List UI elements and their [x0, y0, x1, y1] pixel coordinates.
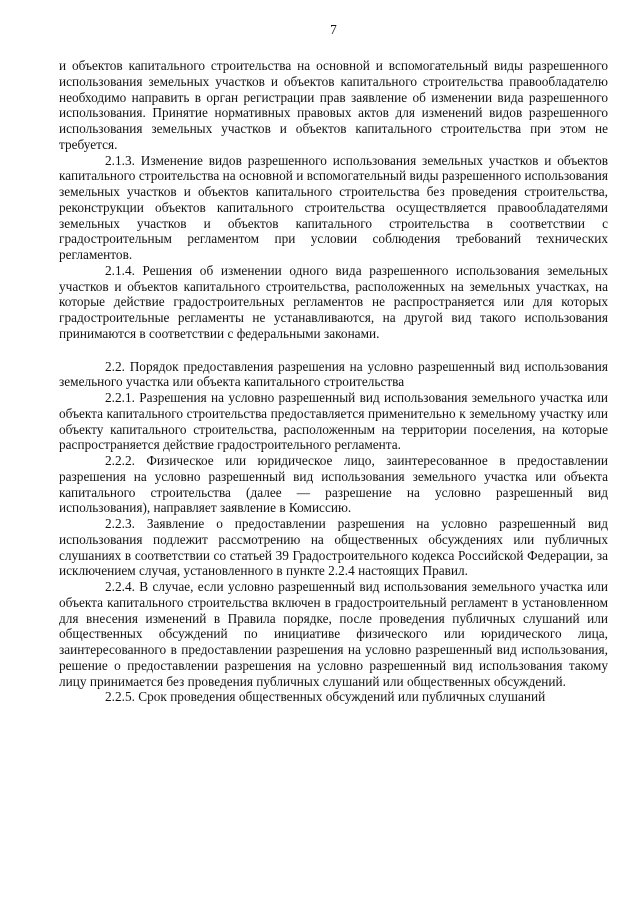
paragraph-2-2-1: 2.2.1. Разрешения на условно разрешенный вид использования земельного участка или объекта капитального строительства предоставляется применительно к земельному участку или объекту капитального строительства, расположенным на территории поселения, на которые распространяется действие градостроительного регламента.	[59, 390, 608, 453]
paragraph-2-2-4: 2.2.4. В случае, если условно разрешенный вид использования земельного участка или объекта капитального строительства включен в градостроительный регламент в установленном для внесения изменений в Правила порядке, после проведения публичных слушаний или общественных обсуждений по инициативе физического или юридического лица, заинтересованного в предоставлении разрешения на условно разрешенный вид использования, решение о предоставлении разрешения на условно разрешенный вид использования такому лицу принимается без проведения публичных слушаний или общественных обсуждений.	[59, 579, 608, 689]
paragraph-2-1-4: 2.1.4. Решения об изменении одного вида разрешенного использования земельных участков и объектов капитального строительства, расположенных на земельных участках, на которые действие градостроительных регламентов не распространяется или для которых градостроительные регламенты не устанавливаются, на другой вид такого использования принимаются в соответствии с федеральными законами.	[59, 262, 608, 341]
paragraph-2-1-3: 2.1.3. Изменение видов разрешенного использования земельных участков и объектов капитального строительства на основной и вспомогательный виды разрешенного использования земельных участков и объектов капитального строительства без проведения строительства, реконструкции объектов капитального строительства осуществляется правообладателями земельных участков и объектов капитального строительства в соответствии с градостроительным регламентом при условии соблюдения требований технических регламентов.	[59, 152, 608, 262]
page-number: 7	[330, 22, 337, 37]
paragraph-2-2-3: 2.2.3. Заявление о предоставлении разрешения на условно разрешенный вид использования подлежит рассмотрению на общественных обсуждениях или публичных слушаниях в соответствии со статьей 39 Градостроительного кодекса Российской Федерации, за исключением случая, установленного в пункте 2.2.4 настоящих Правил.	[59, 516, 608, 579]
paragraph-2-2-2: 2.2.2. Физическое или юридическое лицо, заинтересованное в предоставлении разрешения на условно разрешенный вид использования земельного участка или объекта капитального строительства (далее — разрешение на условно разрешенный вид использования), направляет заявление в Комиссию.	[59, 453, 608, 516]
section-heading-2-2: 2.2. Порядок предоставления разрешения на условно разрешенный вид использования земельного участка или объекта капитального строительства	[59, 358, 608, 390]
section-spacer	[59, 342, 608, 359]
paragraph-continuation: и объектов капитального строительства на основной и вспомогательный виды разрешенного использования земельных участков и объектов капитального строительства правообладателю необходимо направить в орган регистрации прав заявление об изменении вида разрешенного использования. Принятие нормативных правовых актов для изменений видов разрешенного использования земельных участков и объектов капитального строительства при этом не требуется.	[59, 58, 608, 152]
paragraph-2-2-5: 2.2.5. Срок проведения общественных обсуждений или публичных слушаний	[105, 689, 546, 705]
